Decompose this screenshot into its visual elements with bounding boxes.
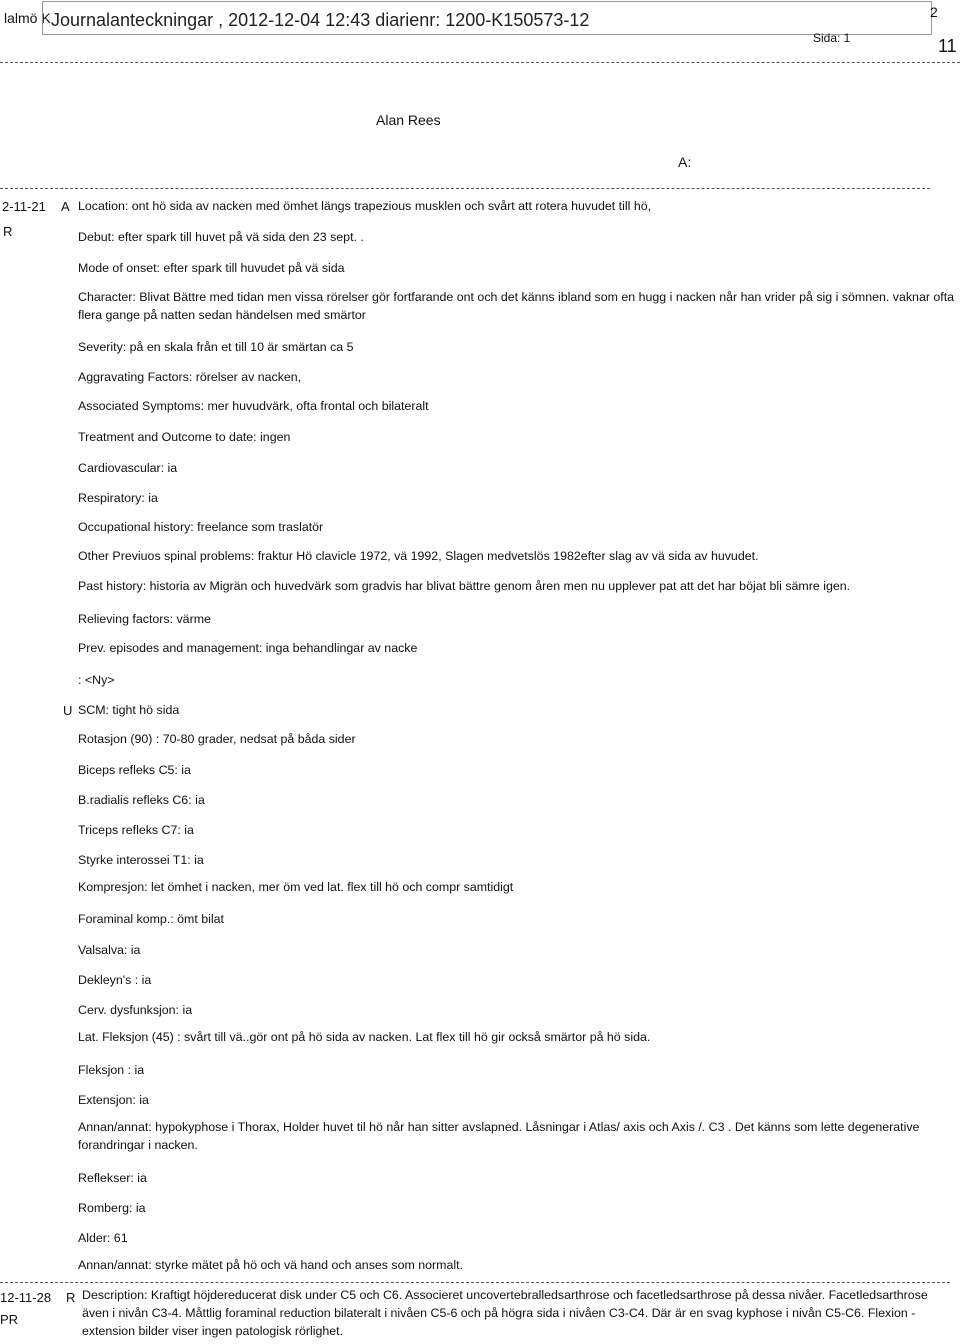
text-line: Styrke interossei T1: ia (78, 853, 204, 867)
text-line: B.radialis refleks C6: ia (78, 793, 205, 807)
text-line: Romberg: ia (78, 1201, 146, 1215)
text-line: Biceps refleks C5: ia (78, 763, 191, 777)
u-marker: U (63, 703, 73, 718)
a-label: A: (678, 154, 692, 170)
text-line: Location: ont hö sida av nacken med ömhet längs trapezious musklen och svårt att rotera huvudet till hö, (78, 199, 652, 213)
entry-code: R (66, 1290, 76, 1305)
header-top-number: 2 (930, 4, 938, 20)
entry-date: 12-11-28 (0, 1290, 52, 1305)
text-line: Character: Blivat Bättre med tidan men vissa rörelser gör fortfarande ont och det känns ibland som en hugg i nacken når han vrider på sig i sömnen. vaknar ofta flera gange på natten sedan händelsen med smärtor (78, 290, 955, 322)
entry-code-secondary: PR (0, 1312, 19, 1327)
text-line: Prev. episodes and management: inga behandlingar av nacke (78, 641, 418, 655)
page-label: Sida: 1 (813, 31, 851, 45)
text-line: Relieving factors: värme (78, 612, 211, 626)
text-line: SCM: tight hö sida (78, 703, 180, 717)
text-line: Dekleyn's : ia (78, 973, 152, 987)
entry-divider (0, 188, 930, 189)
patient-name: Alan Rees (376, 112, 441, 128)
text-line: Associated Symptoms: mer huvudvärk, ofta frontal och bilateralt (78, 399, 429, 413)
text-line: Respiratory: ia (78, 491, 158, 505)
entry-divider (0, 1282, 950, 1283)
text-line: Description: Kraftigt höjdereducerat disk under C5 och C6. Associeret uncovertebralledsarthrose och facetledsarthrose på dessa nivåer. Facetledsarthrose även i nivån C3-4. Måttlig foraminal reduction bilateralt i nivåen C5-6 och på högra sida i nivåen C3-C4. Där är en svag kyphose i nivån C5-C6. Flexion -extension bilder viser ingen patologisk rörlighet. (82, 1288, 928, 1338)
header-divider (0, 62, 960, 63)
text-line: Treatment and Outcome to date: ingen (78, 430, 291, 444)
document-title: Journalanteckningar , 2012-12-04 12:43 diarienr: 1200-K150573-12 (42, 1, 932, 35)
text-line: Severity: på en skala från et till 10 är smärtan ca 5 (78, 340, 354, 354)
text-line: Occupational history: freelance som traslatör (78, 520, 324, 534)
text-line: Foraminal komp.: ömt bilat (78, 912, 224, 926)
text-line: Aggravating Factors: rörelser av nacken, (78, 370, 302, 384)
text-line: Annan/annat: styrke mätet på hö och vä hand och anses som normalt. (78, 1258, 464, 1272)
text-line: Lat. Fleksjon (45) : svårt till vä..gör ont på hö sida av nacken. Lat flex till hö gir också smärtor på hö sida. (78, 1030, 651, 1044)
text-line: Fleksjon : ia (78, 1063, 145, 1077)
text-line: Cerv. dysfunksjon: ia (78, 1003, 193, 1017)
text-line: Debut: efter spark till huvet på vä sida den 23 sept. . (78, 230, 364, 244)
text-line: Annan/annat: hypokyphose i Thorax, Holder huvet til hö når han sitter avslapned. Låsningar i Atlas/ axis och Axis /. C3 . Det känns som lette degenerative forandringar i nacken. (78, 1120, 920, 1152)
text-line: Kompresjon: let ömhet i nacken, mer öm ved lat. flex till hö och compr samtidigt (78, 880, 514, 894)
entry-code: A (61, 199, 70, 214)
text-line: Rotasjon (90) : 70-80 grader, nedsat på båda sider (78, 732, 356, 746)
text-line: Mode of onset: efter spark till huvudet på vä sida (78, 261, 345, 275)
text-line: Other Previuos spinal problems: fraktur Hö clavicle 1972, vä 1992, Slagen medvetslös 1982efter slag av vä sida av huvudet. (78, 549, 759, 563)
text-line: Valsalva: ia (78, 943, 141, 957)
text-line: Extensjon: ia (78, 1093, 149, 1107)
header-right-number: 11 (938, 36, 957, 56)
entry-date: 2-11-21 (2, 199, 46, 214)
text-line: Past history: historia av Migrän och huvedvärk som gradvis har blivat bättre genom åren men nu upplever pat att det har böjat bli sämre igen. (78, 579, 851, 593)
text-line: Alder: 61 (78, 1231, 128, 1245)
text-line: : <Ny> (78, 673, 115, 687)
text-line: Triceps refleks C7: ia (78, 823, 194, 837)
header-left-fragment: lalmö K (4, 10, 51, 26)
entry-code-secondary: R (3, 224, 13, 239)
text-line: Reflekser: ia (78, 1171, 147, 1185)
text-line: Cardiovascular: ia (78, 461, 178, 475)
